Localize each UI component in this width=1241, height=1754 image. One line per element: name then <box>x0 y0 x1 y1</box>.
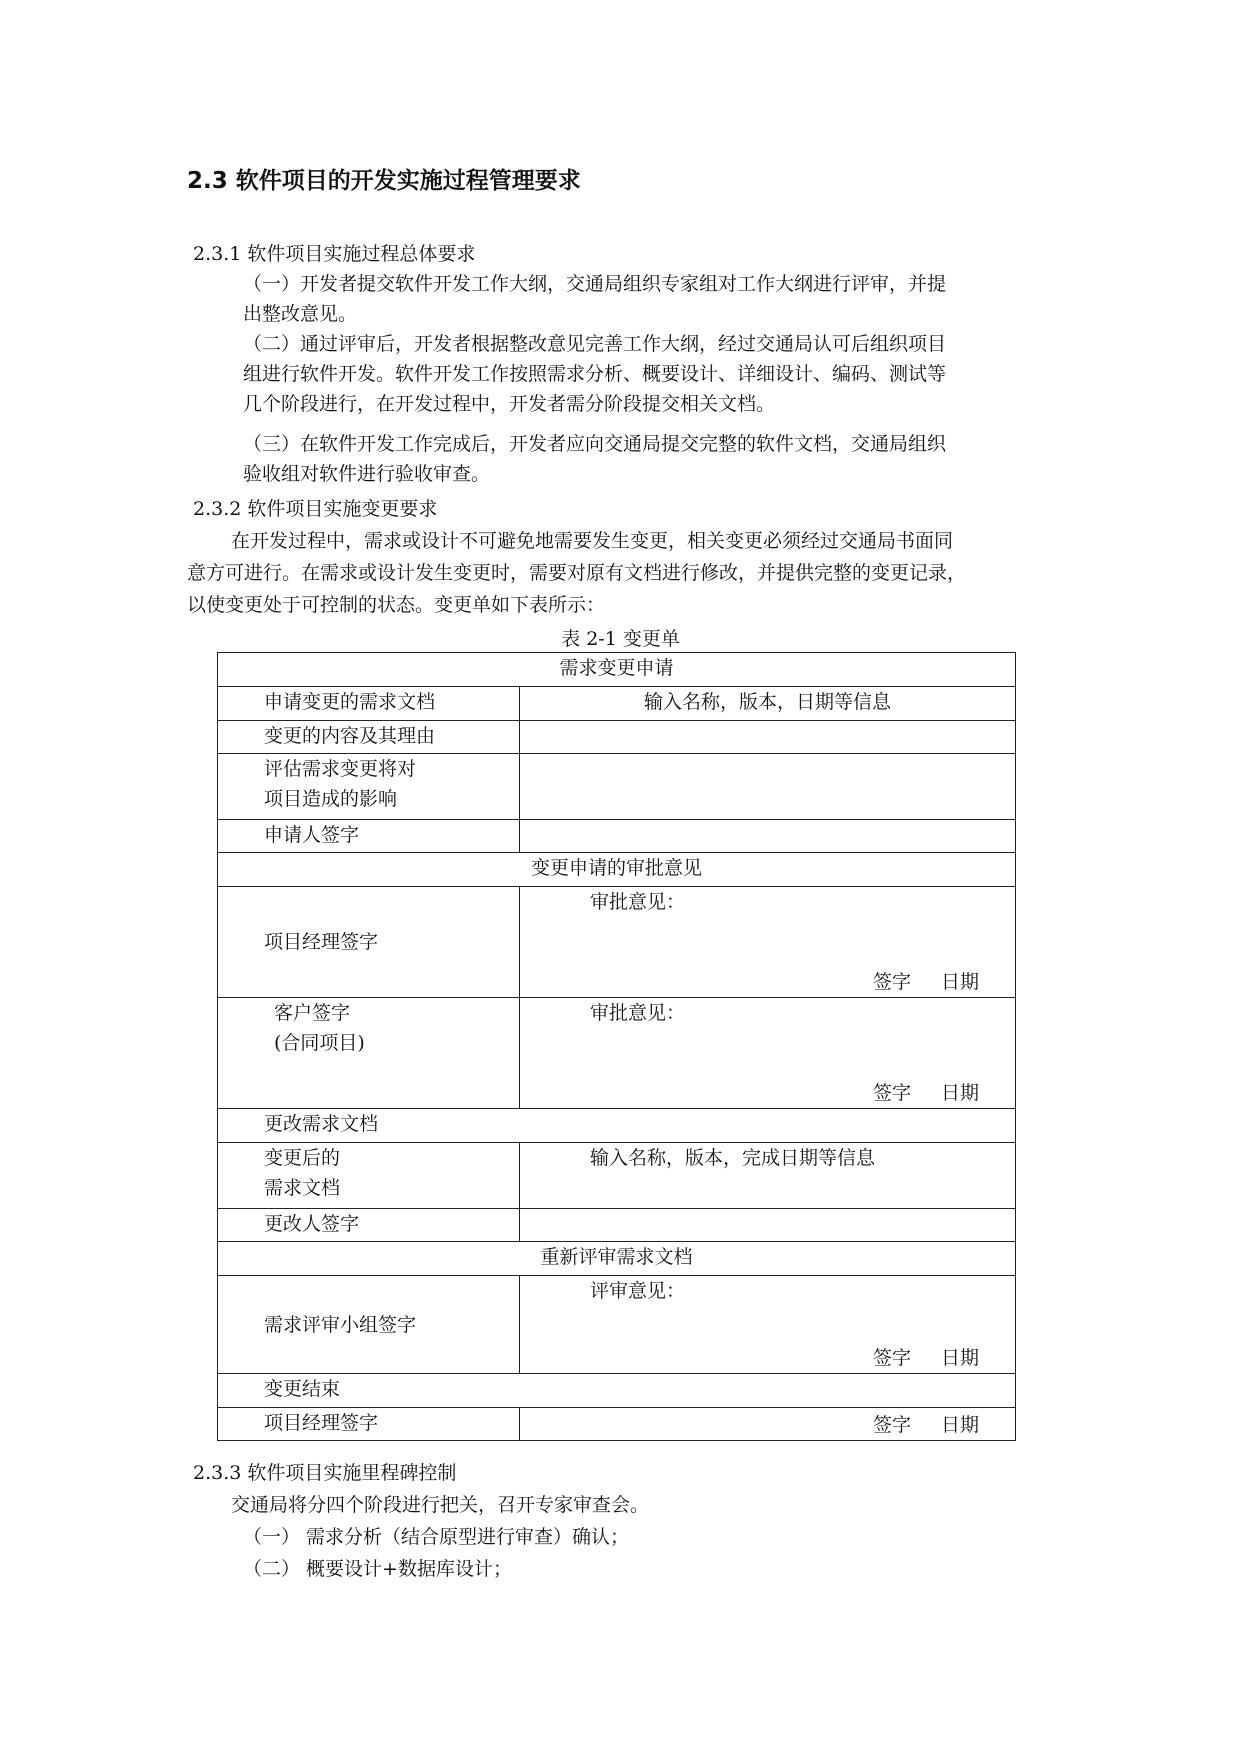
subsection-heading-2-3-1: 2.3.1 软件项目实施过程总体要求 <box>193 243 476 265</box>
table-row <box>218 1143 1016 1209</box>
paragraph-line: 验收组对软件进行验收审查。 <box>243 463 491 485</box>
client-sign-label <box>218 998 520 1109</box>
modifier-sign-label: 更改人签字 <box>218 1209 520 1242</box>
review-opinion-label: 评审意见： <box>590 1280 686 1302</box>
section-title: 2.3 软件项目的开发实施过程管理要求 <box>187 168 581 194</box>
after-label-line-2: 需求文档 <box>264 1177 341 1199</box>
applicant-label: 申请人签字 <box>218 820 520 853</box>
paragraph-line: （二）通过评审后，开发者根据整改意见完善工作大纲，经过交通局认可后组织项目 <box>243 333 947 355</box>
impact-label-line-1: 评估需求变更将对 <box>264 758 417 780</box>
review-section-header: 重新评审需求文档 <box>218 1242 1016 1276</box>
table-row <box>218 853 1016 887</box>
table-row <box>218 1242 1016 1276</box>
paragraph-line: 在开发过程中，需求或设计不可避免地需要发生变更，相关变更必须经过交通局书面同 <box>231 530 954 552</box>
modify-section-header: 更改需求文档 <box>218 1109 1016 1143</box>
table-row <box>218 721 1016 754</box>
end-pm-sign-cell <box>520 1408 1016 1441</box>
subsection-heading-2-3-3: 2.3.3 软件项目实施里程碑控制 <box>193 1462 457 1484</box>
sign-date-line <box>873 1410 979 1440</box>
request-section-header: 需求变更申请 <box>218 653 1016 687</box>
paragraph-line: （三）在软件开发工作完成后，开发者应向交通局提交完整的软件文档，交通局组织 <box>243 433 947 455</box>
table-row <box>218 1209 1016 1242</box>
table-row <box>218 687 1016 721</box>
sign-date-line <box>873 1343 979 1373</box>
date-label: 日期 <box>941 1414 980 1436</box>
table-row <box>218 820 1016 853</box>
paragraph-line: 几个阶段进行，在开发过程中，开发者需分阶段提交相关文档。 <box>243 393 776 415</box>
milestone-item-1: （一） 需求分析（结合原型进行审查）确认； <box>243 1526 630 1548</box>
paragraph-line: 以使变更处于可控制的状态。变更单如下表所示： <box>187 594 606 616</box>
table-row <box>218 1408 1016 1441</box>
pm-approval-cell <box>520 887 1016 998</box>
approval-opinion-label: 审批意见： <box>590 1002 686 1024</box>
milestone-item-2: （二） 概要设计+数据库设计； <box>243 1558 512 1580</box>
end-pm-sign-label: 项目经理签字 <box>218 1408 520 1441</box>
modifier-sign-value <box>520 1209 1016 1242</box>
sign-label: 签字 <box>872 1347 911 1369</box>
table-row <box>218 998 1016 1109</box>
table-row <box>218 1374 1016 1408</box>
table-row <box>218 653 1016 687</box>
after-label-line-1: 变更后的 <box>264 1147 341 1169</box>
table-caption: 表 2-1 变更单 <box>561 628 680 650</box>
date-label: 日期 <box>941 1347 980 1369</box>
paragraph-line: 交通局将分四个阶段进行把关，召开专家审查会。 <box>231 1494 650 1516</box>
sign-label: 签字 <box>872 1414 911 1436</box>
approval-opinion-label: 审批意见： <box>590 891 686 913</box>
impact-label-line-2: 项目造成的影响 <box>264 788 398 810</box>
applicant-value <box>520 820 1016 853</box>
after-doc-value: 输入名称，版本，完成日期等信息 <box>520 1143 1016 1209</box>
impact-value <box>520 754 1016 820</box>
doc-value: 输入名称，版本，日期等信息 <box>520 687 1016 721</box>
doc-label: 申请变更的需求文档 <box>218 687 520 721</box>
content-value <box>520 721 1016 754</box>
client-label-line-2: (合同项目) <box>274 1032 365 1054</box>
paragraph-line: 意方可进行。在需求或设计发生变更时，需要对原有文档进行修改，并提供完整的变更记录， <box>187 562 967 584</box>
sign-label: 签字 <box>872 1082 911 1104</box>
date-label: 日期 <box>941 1082 980 1104</box>
client-label-line-1: 客户签字 <box>274 1002 351 1024</box>
sign-date-line <box>873 1078 979 1108</box>
sign-label: 签字 <box>872 971 911 993</box>
client-approval-cell <box>520 998 1016 1109</box>
pm-sign-label: 项目经理签字 <box>218 887 520 998</box>
subsection-heading-2-3-2: 2.3.2 软件项目实施变更要求 <box>193 498 438 520</box>
paragraph-line: 组进行软件开发。软件开发工作按照需求分析、概要设计、详细设计、编码、测试等 <box>243 363 947 385</box>
sign-date-line <box>873 967 979 997</box>
date-label: 日期 <box>941 971 980 993</box>
review-opinion-cell <box>520 1276 1016 1374</box>
change-request-table <box>217 652 1016 1441</box>
after-doc-label <box>218 1143 520 1209</box>
impact-label <box>218 754 520 820</box>
approval-section-header: 变更申请的审批意见 <box>218 853 1016 887</box>
table-row <box>218 1276 1016 1374</box>
paragraph-line: 出整改意见。 <box>243 303 358 325</box>
review-group-sign-label: 需求评审小组签字 <box>218 1276 520 1374</box>
content-label: 变更的内容及其理由 <box>218 721 520 754</box>
table-row <box>218 887 1016 998</box>
table-row <box>218 1109 1016 1143</box>
paragraph-line: （一）开发者提交软件开发工作大纲，交通局组织专家组对工作大纲进行评审，并提 <box>243 273 947 295</box>
end-section-header: 变更结束 <box>218 1374 1016 1408</box>
table-row <box>218 754 1016 820</box>
